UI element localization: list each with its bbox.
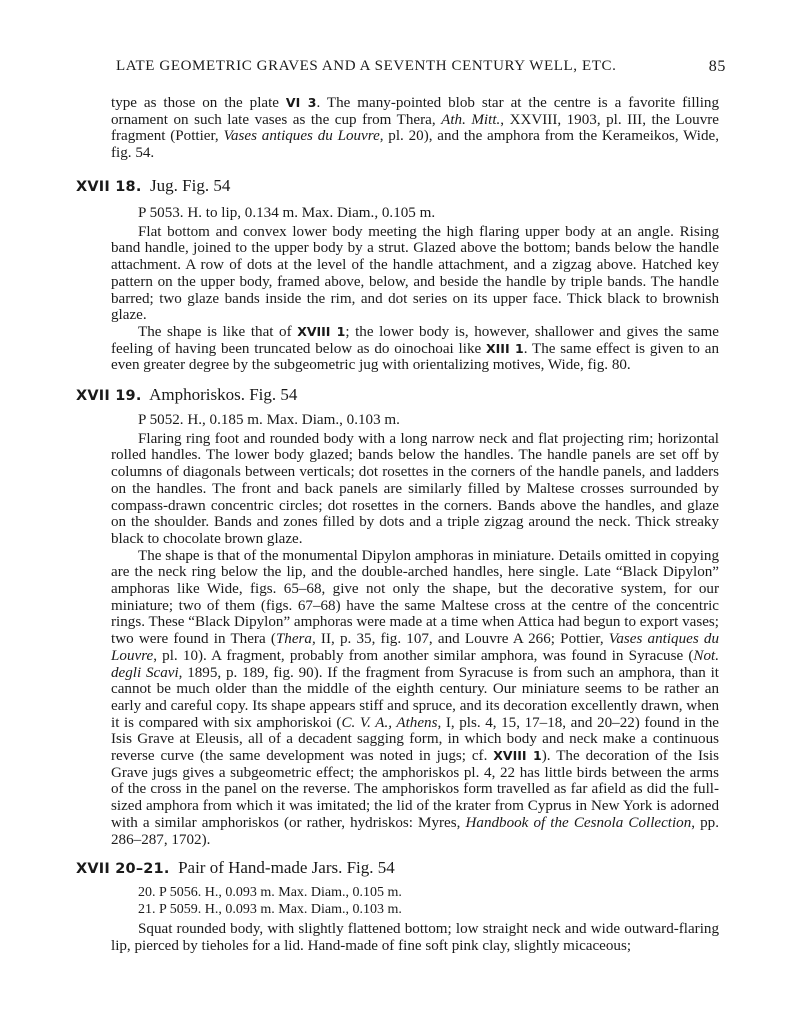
specimen-line: P 5052. H., 0.185 m. Max. Diam., 0.103 m. xyxy=(138,412,400,428)
page-number: 85 xyxy=(708,58,726,75)
specimen-line: P 5053. H. to lip, 0.134 m. Max. Diam., 0.105 m. xyxy=(138,205,436,221)
running-head-title: LATE GEOMETRIC GRAVES AND A SEVENTH CENTURY WELL, ETC. xyxy=(116,58,617,74)
plate-ref: VI 3 xyxy=(285,95,317,110)
description-paragraph: Flaring ring foot and rounded body with a long narrow neck and flat projecting rim; horizontal rolled handles. The lower body glazed; bands below the handles. The handle panels are set off by columns of diagonals between verticals; dot rosettes in the corners of the handle panels, and ladders on the handles. The front and back panels are similarly filled by Maltese crosses surrounded by compass-drawn concentric circles; dot rosettes in the corners. Bands above the handles, and glaze on the shoulder. Bands and zones filled by dots and a triple zigzag around the neck. Thick streaky black to chocolate brown glaze. xyxy=(111,430,719,547)
entry-title: Pair of Hand-made Jars. Fig. 54 xyxy=(178,858,395,877)
entry-heading-18 xyxy=(76,176,726,196)
entry-body-19 xyxy=(111,412,719,848)
entry-title: Amphoriskos. Fig. 54 xyxy=(149,385,298,404)
catalogue-number: XVII 19. xyxy=(76,388,142,404)
catalogue-number: XVII 20–21. xyxy=(76,861,170,877)
entry-heading-19 xyxy=(76,385,726,405)
entry-title: Jug. Fig. 54 xyxy=(150,176,231,195)
catalogue-number: XVII 18. xyxy=(76,179,142,195)
discussion-paragraph: The shape is that of the monumental Dipylon amphoras in miniature. Details omitted in copying are the neck ring below the lip, and the double-arched handles, here single. Late “Black Dipylon” amphoras like Wide, figs. 65–68, give not only the shape, but the decorative system, for our miniature; two of them (figs. 67–68) have the same Maltese cross at the centre of the concentric rings. These “Black Dipylon” amphoras were made at a time when Attica had begun to export vases; two were found in Thera (Thera, II, p. 35, fig. 107, and Louvre A 266; Pottier, Vases antiques du Louvre, pl. 10). A fragment, probably from another similar amphora, was found in Syracuse (Not. degli Scavi, 1895, p. 189, fig. 90). If the fragment from Syracuse is from such an amphora, than it cannot be much older than the middle of the eighth century. Our miniature seems to be rather an early and careful copy. Its shape appears stiff and spruce, and its decoration excellently drawn, when it is compared with six amphoriskoi (C. V. A., Athens, I, pls. 4, 15, 17–18, and 20–22) found in the Isis Grave at Eleusis, all of a decadent sagging form, in which body and neck make a continuous reverse curve (the same development was noted in jugs; cf. XVIII 1). The decoration of the Isis Grave jugs gives a subgeometric effect; the amphoriskos pl. 4, 22 has little birds between the arms of the cross in the panel on the reverse. The amphoriskos form travelled as far afield as did the full-sized amphora from which it was imitated; the lid of the krater from Cyprus in New York is adorned with a similar amphoriskos (or rather, hydriskos: Myres, Handbook of the Cesnola Collection, pp. 286–287, 1702). xyxy=(111,547,719,848)
intro-paragraph: type as those on the plate VI 3. The many-pointed blob star at the centre is a favorite filling ornament on such late vases as the cup from Thera, Ath. Mitt., XXVIII, 1903, pl. III, the Louvre fragment (Pottier, Vases antiques du Louvre, pl. 20), and the amphora from the Kerameikos, Wide, fig. 54. xyxy=(111,95,720,162)
specimen-line: 20. P 5056. H., 0.093 m. Max. Diam., 0.105 m. xyxy=(138,885,402,900)
specimen-list xyxy=(138,884,698,918)
entry-heading-20-21 xyxy=(76,858,726,878)
specimen-line: 21. P 5059. H., 0.093 m. Max. Diam., 0.103 m. xyxy=(138,902,402,917)
description-paragraph: Flat bottom and convex lower body meeting the high flaring upper body at an angle. Rising band handle, joined to the upper body by a strut. Glazed above the bottom; bands below the handle attachment. A row of dots at the level of the handle attachment, and a zigzag above. Hatched key pattern on the upper body, framed above, below, and beside the handle by triple bands. The handle barred; two glaze bands inside the rim, and dot series on its upper face. Thick black to brownish glaze. xyxy=(111,223,719,324)
description-paragraph: Squat rounded body, with slightly flattened bottom; low straight neck and wide outward-flaring lip, pierced by tieholes for a lid. Hand-made of fine soft pink clay, slightly micaceous; xyxy=(111,921,719,954)
entry-body-18 xyxy=(111,205,719,374)
running-head xyxy=(116,58,726,75)
discussion-paragraph: The shape is like that of XVIII 1; the lower body is, however, shallower and gives the same feeling of having been truncated below as do oinochoai like XIII 1. The same effect is given to an even greater degree by the subgeometric jug with orientalizing motives, Wide, fig. 80. xyxy=(111,323,720,374)
intro-paragraph-block xyxy=(111,95,719,162)
entry-body-20-21 xyxy=(111,921,719,954)
